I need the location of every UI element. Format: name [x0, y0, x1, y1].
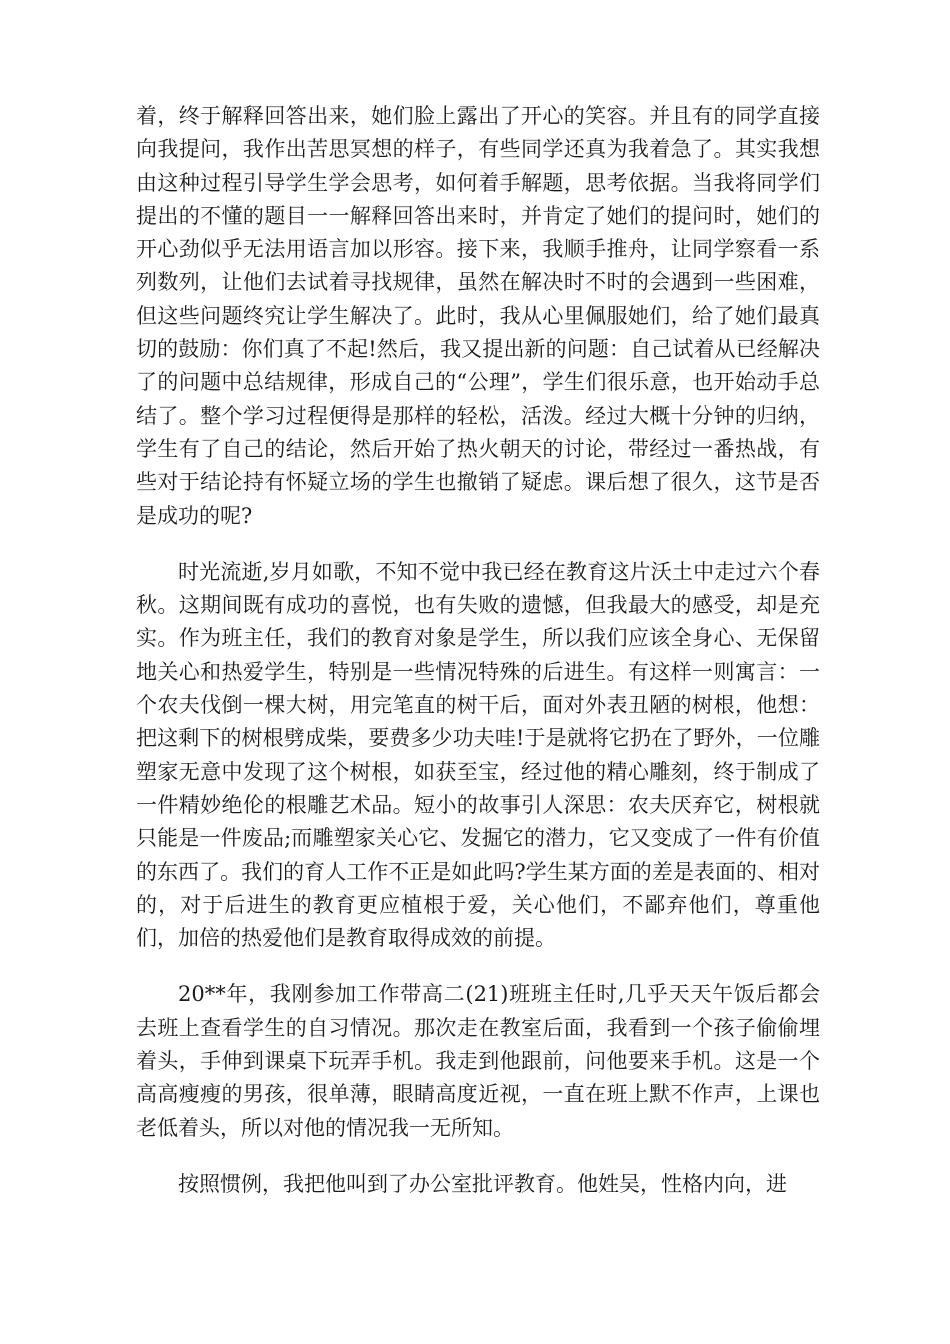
- paragraph-1: 着，终于解释回答出来，她们脸上露出了开心的笑容。并且有的同学直接向我提问，我作出苦思冥想的样子，有些同学还真为我着急了。其实我想由这种过程引导学生学会思考，如何着手解题，思考依据。当我将同学们提出的不懂的题目一一解释回答出来时，并肯定了她们的提问时，她们的开心劲似乎无法用语言加以形容。接下来，我顺手推舟，让同学察看一系列数列，让他们去试着寻找规律，虽然在解决时不时的会遇到一些困难，但这些问题终究让学生解决了。此时，我从心里佩服她们，给了她们最真切的鼓励：你们真了不起!然后，我又提出新的问题：自己试着从已经解决了的问题中总结规律，形成自己的“公理”，学生们很乐意，也开始动手总结了。整个学习过程便得是那样的轻松，活泼。经过大概十分钟的归纳，学生有了自己的结论，然后开始了热火朝天的讨论，带经过一番热战，有些对于结论持有怀疑立场的学生也撤销了疑虑。课后想了很久，这节是否是成功的呢?: [136, 104, 820, 528]
- paragraph-3: 20**年，我刚参加工作带高二(21)班班主任时,几乎天天午饭后都会去班上查看学生的自习情况。那次走在教室后面，我看到一个孩子偷偷埋着头，手伸到课桌下玩弄手机。我走到他跟前，问他要来手机。这是一个高高瘦瘦的男孩，很单薄，眼睛高度近视，一直在班上默不作声，上课也老低着头，所以对他的情况我一无所知。: [136, 982, 820, 1140]
- document-page: [136, 100, 820, 1224]
- paragraph-4: 按照惯例，我把他叫到了办公室批评教育。他姓吴，性格内向，进: [178, 1171, 787, 1196]
- paragraph-2: 时光流逝,岁月如歌，不知不觉中我已经在教育这片沃土中走过六个春秋。这期间既有成功的喜悦，也有失败的遗憾，但我最大的感受，却是充实。作为班主任，我们的教育对象是学生，所以我们应该全身心、无保留地关心和热爱学生，特别是一些情况特殊的后进生。有这样一则寓言：一个农夫伐倒一棵大树，用完笔直的树干后，面对外表丑陋的树根，他想：把这剩下的树根劈成柴，要费多少功夫哇!于是就将它扔在了野外，一位雕塑家无意中发现了这个树根，如获至宝，经过他的精心雕刻，终于制成了一件精妙绝伦的根雕艺术品。短小的故事引人深思：农夫厌弃它，树根就只能是一件废品;而雕塑家关心它、发掘它的潜力，它又变成了一件有价值的东西了。我们的育人工作不正是如此吗?学生某方面的差是表面的、相对的，对于后进生的教育更应植根于爱，关心他们，不鄙弃他们，尊重他们，加倍的热爱他们是教育取得成效的前提。: [136, 559, 820, 951]
